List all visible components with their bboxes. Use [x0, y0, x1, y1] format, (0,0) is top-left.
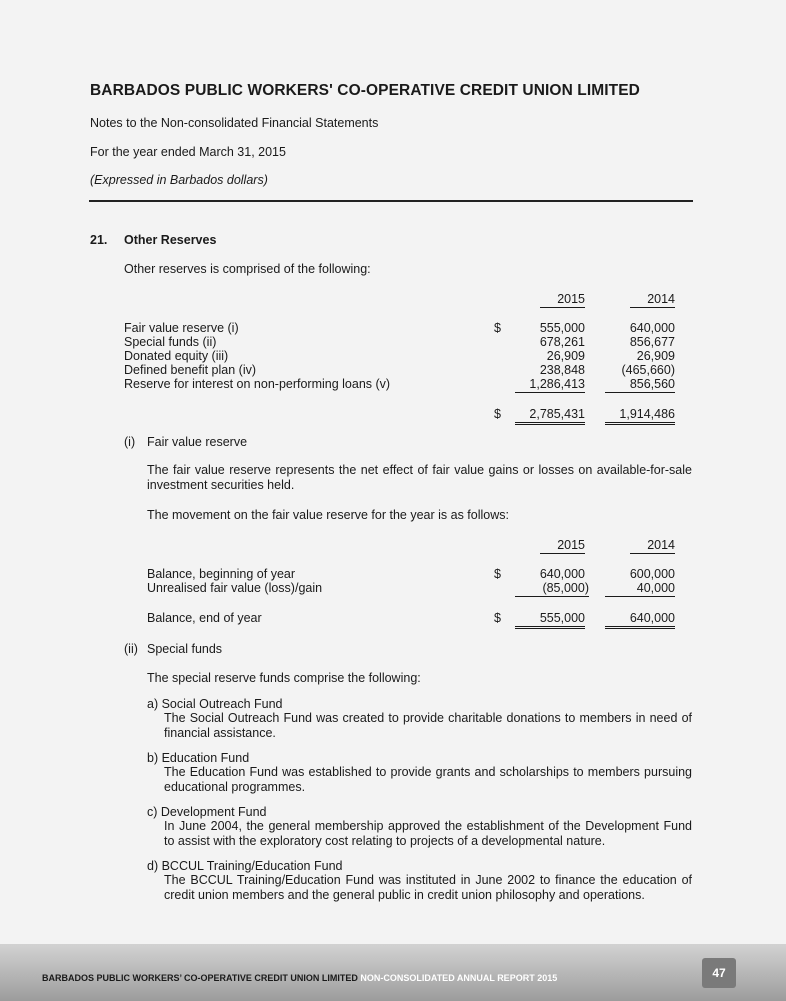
note-number: 21.: [90, 233, 108, 247]
currency-symbol: $: [494, 321, 501, 335]
table-row-label: Defined benefit plan (iv): [124, 363, 257, 377]
total-currency-symbol: $: [494, 407, 501, 421]
report-title: BARBADOS PUBLIC WORKERS' CO-OPERATIVE CREDIT UNION LIMITED: [90, 82, 640, 99]
table-row-label: Special funds (ii): [124, 335, 217, 349]
total-2015: 2,785,431: [515, 407, 585, 425]
fund-item-title: c) Development Fund: [147, 805, 267, 819]
footer-report: NON-CONSOLIDATED ANNUAL REPORT 2015: [360, 973, 558, 983]
column-header-2015: 2015: [540, 538, 585, 554]
column-header-2014: 2014: [630, 292, 675, 308]
table-row-label: Reserve for interest on non-performing loans (v): [124, 377, 391, 391]
table-cell-2015: 555,000: [539, 321, 585, 335]
currency-symbol: $: [494, 567, 501, 581]
fund-item-title: a) Social Outreach Fund: [147, 697, 283, 711]
table-cell-2015: 678,261: [539, 335, 585, 349]
period-line: For the year ended March 31, 2015: [90, 145, 286, 159]
header-divider: [89, 200, 693, 202]
column-header-2015: 2015: [540, 292, 585, 308]
table-cell-2015: (85,000): [515, 581, 589, 597]
total-2014: 1,914,486: [605, 407, 675, 425]
footer-org: BARBADOS PUBLIC WORKERS’ CO-OPERATIVE CREDIT UNION LIMITED: [42, 973, 358, 983]
fund-item-title: d) BCCUL Training/Education Fund: [147, 859, 343, 873]
fund-item-body: The Social Outreach Fund was created to provide charitable donations to members in need of financial assistance.: [164, 711, 692, 740]
footer-text: [42, 973, 557, 983]
total-2015: 555,000: [515, 611, 585, 629]
table-row-label: Unrealised fair value (loss)/gain: [147, 581, 323, 595]
table-cell-2014: 640,000: [629, 321, 675, 335]
table-cell-2015: 26,909: [546, 349, 585, 363]
page-number: 47: [702, 958, 736, 988]
table-cell-2014: (465,660): [621, 363, 675, 377]
note-intro: Other reserves is comprised of the following:: [124, 262, 371, 276]
subnote-heading: Special funds: [147, 642, 223, 656]
table-cell-2015: 1,286,413: [515, 377, 585, 393]
table-cell-2014: 40,000: [605, 581, 675, 597]
special-funds-intro: The special reserve funds comprise the following:: [147, 671, 421, 685]
table-row-label: Balance, end of year: [147, 611, 262, 625]
column-header-2014: 2014: [630, 538, 675, 554]
statement-subtitle: Notes to the Non-consolidated Financial Statements: [90, 116, 379, 130]
table-cell-2015: 238,848: [539, 363, 585, 377]
fund-item-body: In June 2004, the general membership approved the establishment of the Development Fund to assist with the exploratory cost relating to projects of a developmental nature.: [164, 819, 692, 848]
subnote-heading: Fair value reserve: [147, 435, 248, 449]
fair-value-movement-intro: The movement on the fair value reserve for the year is as follows:: [147, 508, 509, 522]
fund-item-body: The Education Fund was established to provide grants and scholarships to members pursuing educational programmes.: [164, 765, 692, 794]
fair-value-description: The fair value reserve represents the net effect of fair value gains or losses on available-for-sale investment securities held.: [147, 463, 692, 492]
table-row-label: Donated equity (iii): [124, 349, 229, 363]
fund-item-title: b) Education Fund: [147, 751, 250, 765]
fund-item-body: The BCCUL Training/Education Fund was instituted in June 2002 to finance the education of credit union members and the general public in credit union philosophy and operations.: [164, 873, 692, 902]
note-title: Other Reserves: [124, 233, 217, 247]
subnote-marker: (ii): [124, 642, 138, 656]
subnote-marker: (i): [124, 435, 136, 449]
table-cell-2014: 600,000: [629, 567, 675, 581]
table-cell-2014: 26,909: [636, 349, 675, 363]
table-row-label: Balance, beginning of year: [147, 567, 296, 581]
table-cell-2015: 640,000: [539, 567, 585, 581]
table-cell-2014: 856,560: [605, 377, 675, 393]
table-cell-2014: 856,677: [629, 335, 675, 349]
currency-symbol: $: [494, 611, 501, 625]
currency-note: (Expressed in Barbados dollars): [90, 173, 268, 187]
total-2014: 640,000: [605, 611, 675, 629]
table-row-label: Fair value reserve (i): [124, 321, 239, 335]
